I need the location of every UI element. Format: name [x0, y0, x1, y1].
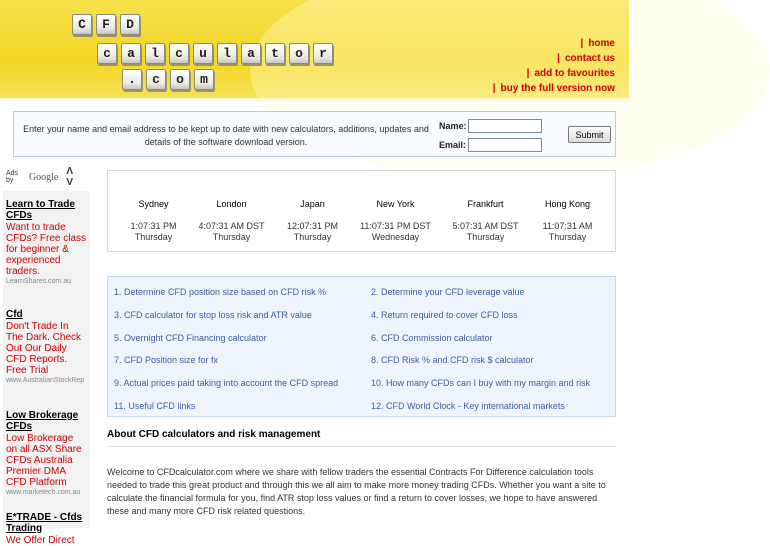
- google-ads-column: [3, 164, 90, 546]
- logo-key: o: [170, 69, 190, 90]
- calc-link-1[interactable]: 1. Determine CFD position size based on CFD risk %: [114, 287, 327, 297]
- nav-home-link[interactable]: [493, 36, 615, 51]
- city-name: Japan: [300, 199, 325, 209]
- ad-body: Want to trade CFDs? Free class for beginner & experienced traders.: [6, 222, 87, 277]
- ads-by-google: [3, 164, 90, 191]
- ad-url: www.marketech.com.au: [6, 489, 81, 496]
- ad-url: www.AustralianStockRep: [6, 377, 85, 384]
- calc-link-12[interactable]: 12. CFD World Clock - Key international markets: [371, 401, 565, 411]
- logo-key: o: [289, 43, 309, 64]
- city-day: Thursday: [548, 232, 587, 242]
- header-bottom-strip: [0, 98, 629, 103]
- city-name: Frankfurt: [467, 199, 504, 209]
- name-label: Name:: [439, 121, 467, 131]
- city-day: Wednesday: [371, 232, 420, 242]
- city-day: Thursday: [293, 232, 332, 242]
- calc-link-5[interactable]: 5. Overnight CFD Financing calculator: [114, 333, 267, 343]
- ad-body: We Offer Direct: [6, 535, 75, 546]
- site-header: [0, 0, 629, 103]
- city-name: London: [216, 199, 247, 209]
- ads-nav-arrows-icon[interactable]: Λ V: [66, 166, 76, 188]
- logo-key: c: [169, 43, 189, 64]
- nav-separator: |: [557, 53, 560, 64]
- logo-key: c: [97, 43, 117, 64]
- calc-link-9[interactable]: 9. Actual prices paid taking into account the CFD spread: [114, 378, 339, 388]
- nav-buy-label: buy the full version now: [500, 83, 615, 94]
- ad-body: Don't Trade In The Dark. Check Out Our Daily CFD Reports. Free Trial: [6, 321, 82, 376]
- logo-key: C: [72, 14, 92, 35]
- clock-new-york: [355, 171, 436, 243]
- nav-favourites-link[interactable]: [493, 66, 615, 81]
- city-day: Thursday: [212, 232, 251, 242]
- ad-title-link[interactable]: Learn to Trade CFDs: [6, 199, 75, 221]
- nav-favourites-label: add to favourites: [534, 68, 615, 79]
- logo-key: a: [121, 43, 141, 64]
- city-name: New York: [376, 199, 415, 209]
- city-time: 12:07:31 PM: [286, 221, 339, 231]
- ad-title-link[interactable]: E*TRADE - Cfds Trading: [6, 512, 83, 534]
- submit-button[interactable]: Submit: [568, 126, 611, 143]
- city-time: 5:07:31 AM DST: [452, 221, 519, 231]
- logo-key: t: [265, 43, 285, 64]
- nav-contact-label: contact us: [564, 53, 615, 64]
- clock-london: [191, 171, 272, 243]
- logo-key: m: [194, 69, 214, 90]
- google-logo: Google: [28, 171, 59, 183]
- calc-link-6[interactable]: 6. CFD Commission calculator: [371, 333, 493, 343]
- city-time: 11:07:31 AM: [542, 221, 593, 231]
- ad-item: [3, 199, 90, 287]
- clock-frankfurt: [445, 171, 526, 243]
- nav-contact-link[interactable]: [493, 51, 615, 66]
- ad-title-link[interactable]: Low Brokerage CFDs: [6, 410, 79, 432]
- about-text: Welcome to CFDcalculator.com where we share with fellow traders the essential Contracts For Difference calculation tools needed to trade this great product and through this we all aim to make more money trading CFDs. Whether you want a site to calculate the financial formula for you, find ATR stop loss values or find a return to cover losses, we hope to have answered these and many more CFD risk related questions.: [107, 467, 606, 516]
- nav-home-label: home: [588, 38, 615, 49]
- calc-link-4[interactable]: 4. Return required to cover CFD loss: [371, 310, 518, 320]
- logo-row-calculator: [97, 43, 333, 64]
- city-time: 1:07:31 PM: [130, 221, 177, 231]
- calc-link-3[interactable]: 3. CFD calculator for stop loss risk and ATR value: [114, 310, 312, 320]
- logo-row-com: [122, 69, 214, 90]
- logo-key: l: [145, 43, 165, 64]
- world-clock: [107, 170, 616, 252]
- city-day: Thursday: [466, 232, 505, 242]
- clock-sydney: [113, 171, 194, 243]
- ad-title-link[interactable]: Cfd: [6, 309, 23, 320]
- clock-japan: [272, 171, 353, 243]
- calc-link-8[interactable]: 8. CFD Risk % and CFD risk $ calculator: [371, 355, 534, 365]
- logo-key: u: [193, 43, 213, 64]
- logo-row-cfd: [72, 14, 140, 35]
- calculator-links: [107, 276, 616, 417]
- logo-key: c: [146, 69, 166, 90]
- calc-link-7[interactable]: 7. CFD Position size for fx: [114, 355, 219, 365]
- nav-buy-link[interactable]: [493, 81, 615, 96]
- calc-link-11[interactable]: 11. Useful CFD links: [114, 401, 196, 411]
- ad-url: LearnShares.com.au: [6, 278, 71, 285]
- logo-key: .: [122, 69, 142, 90]
- logo-key: r: [313, 43, 333, 64]
- about-title: About CFD calculators and risk management: [107, 429, 321, 440]
- ad-item: [3, 410, 90, 498]
- logo-key: F: [96, 14, 116, 35]
- city-time: 11:07:31 PM DST: [360, 221, 431, 231]
- clock-hong-kong: [527, 171, 608, 243]
- ad-item: [3, 309, 90, 386]
- city-name: Hong Kong: [544, 199, 591, 209]
- calc-link-10[interactable]: 10. How many CFDs can I buy with my margin and risk: [371, 378, 591, 388]
- ad-item: [3, 512, 90, 546]
- email-label: Email:: [439, 140, 467, 150]
- nav-separator: |: [526, 68, 530, 79]
- top-nav: [493, 36, 615, 96]
- email-input[interactable]: [468, 138, 542, 152]
- name-input[interactable]: [468, 119, 542, 133]
- city-time: 4:07:31 AM DST: [198, 221, 265, 231]
- about-divider: [107, 446, 616, 447]
- ads-by-label: Ads by: [6, 170, 19, 184]
- city-day: Thursday: [134, 232, 173, 242]
- ad-body: Low Brokerage on all ASX Share CFDs Australia Premier DMA CFD Platform: [6, 433, 82, 488]
- city-name: Sydney: [138, 199, 169, 209]
- nav-separator: |: [580, 38, 584, 49]
- logo-key: a: [241, 43, 261, 64]
- logo-key: l: [217, 43, 237, 64]
- calc-link-2[interactable]: 2. Determine your CFD leverage value: [371, 287, 525, 297]
- newsletter-signup: [13, 111, 616, 157]
- nav-separator: |: [492, 83, 496, 94]
- logo-key: D: [120, 14, 140, 35]
- newsletter-text: Enter your name and email address to be kept up to date with new calculators, additions, updates and details of the software download version.: [23, 124, 429, 147]
